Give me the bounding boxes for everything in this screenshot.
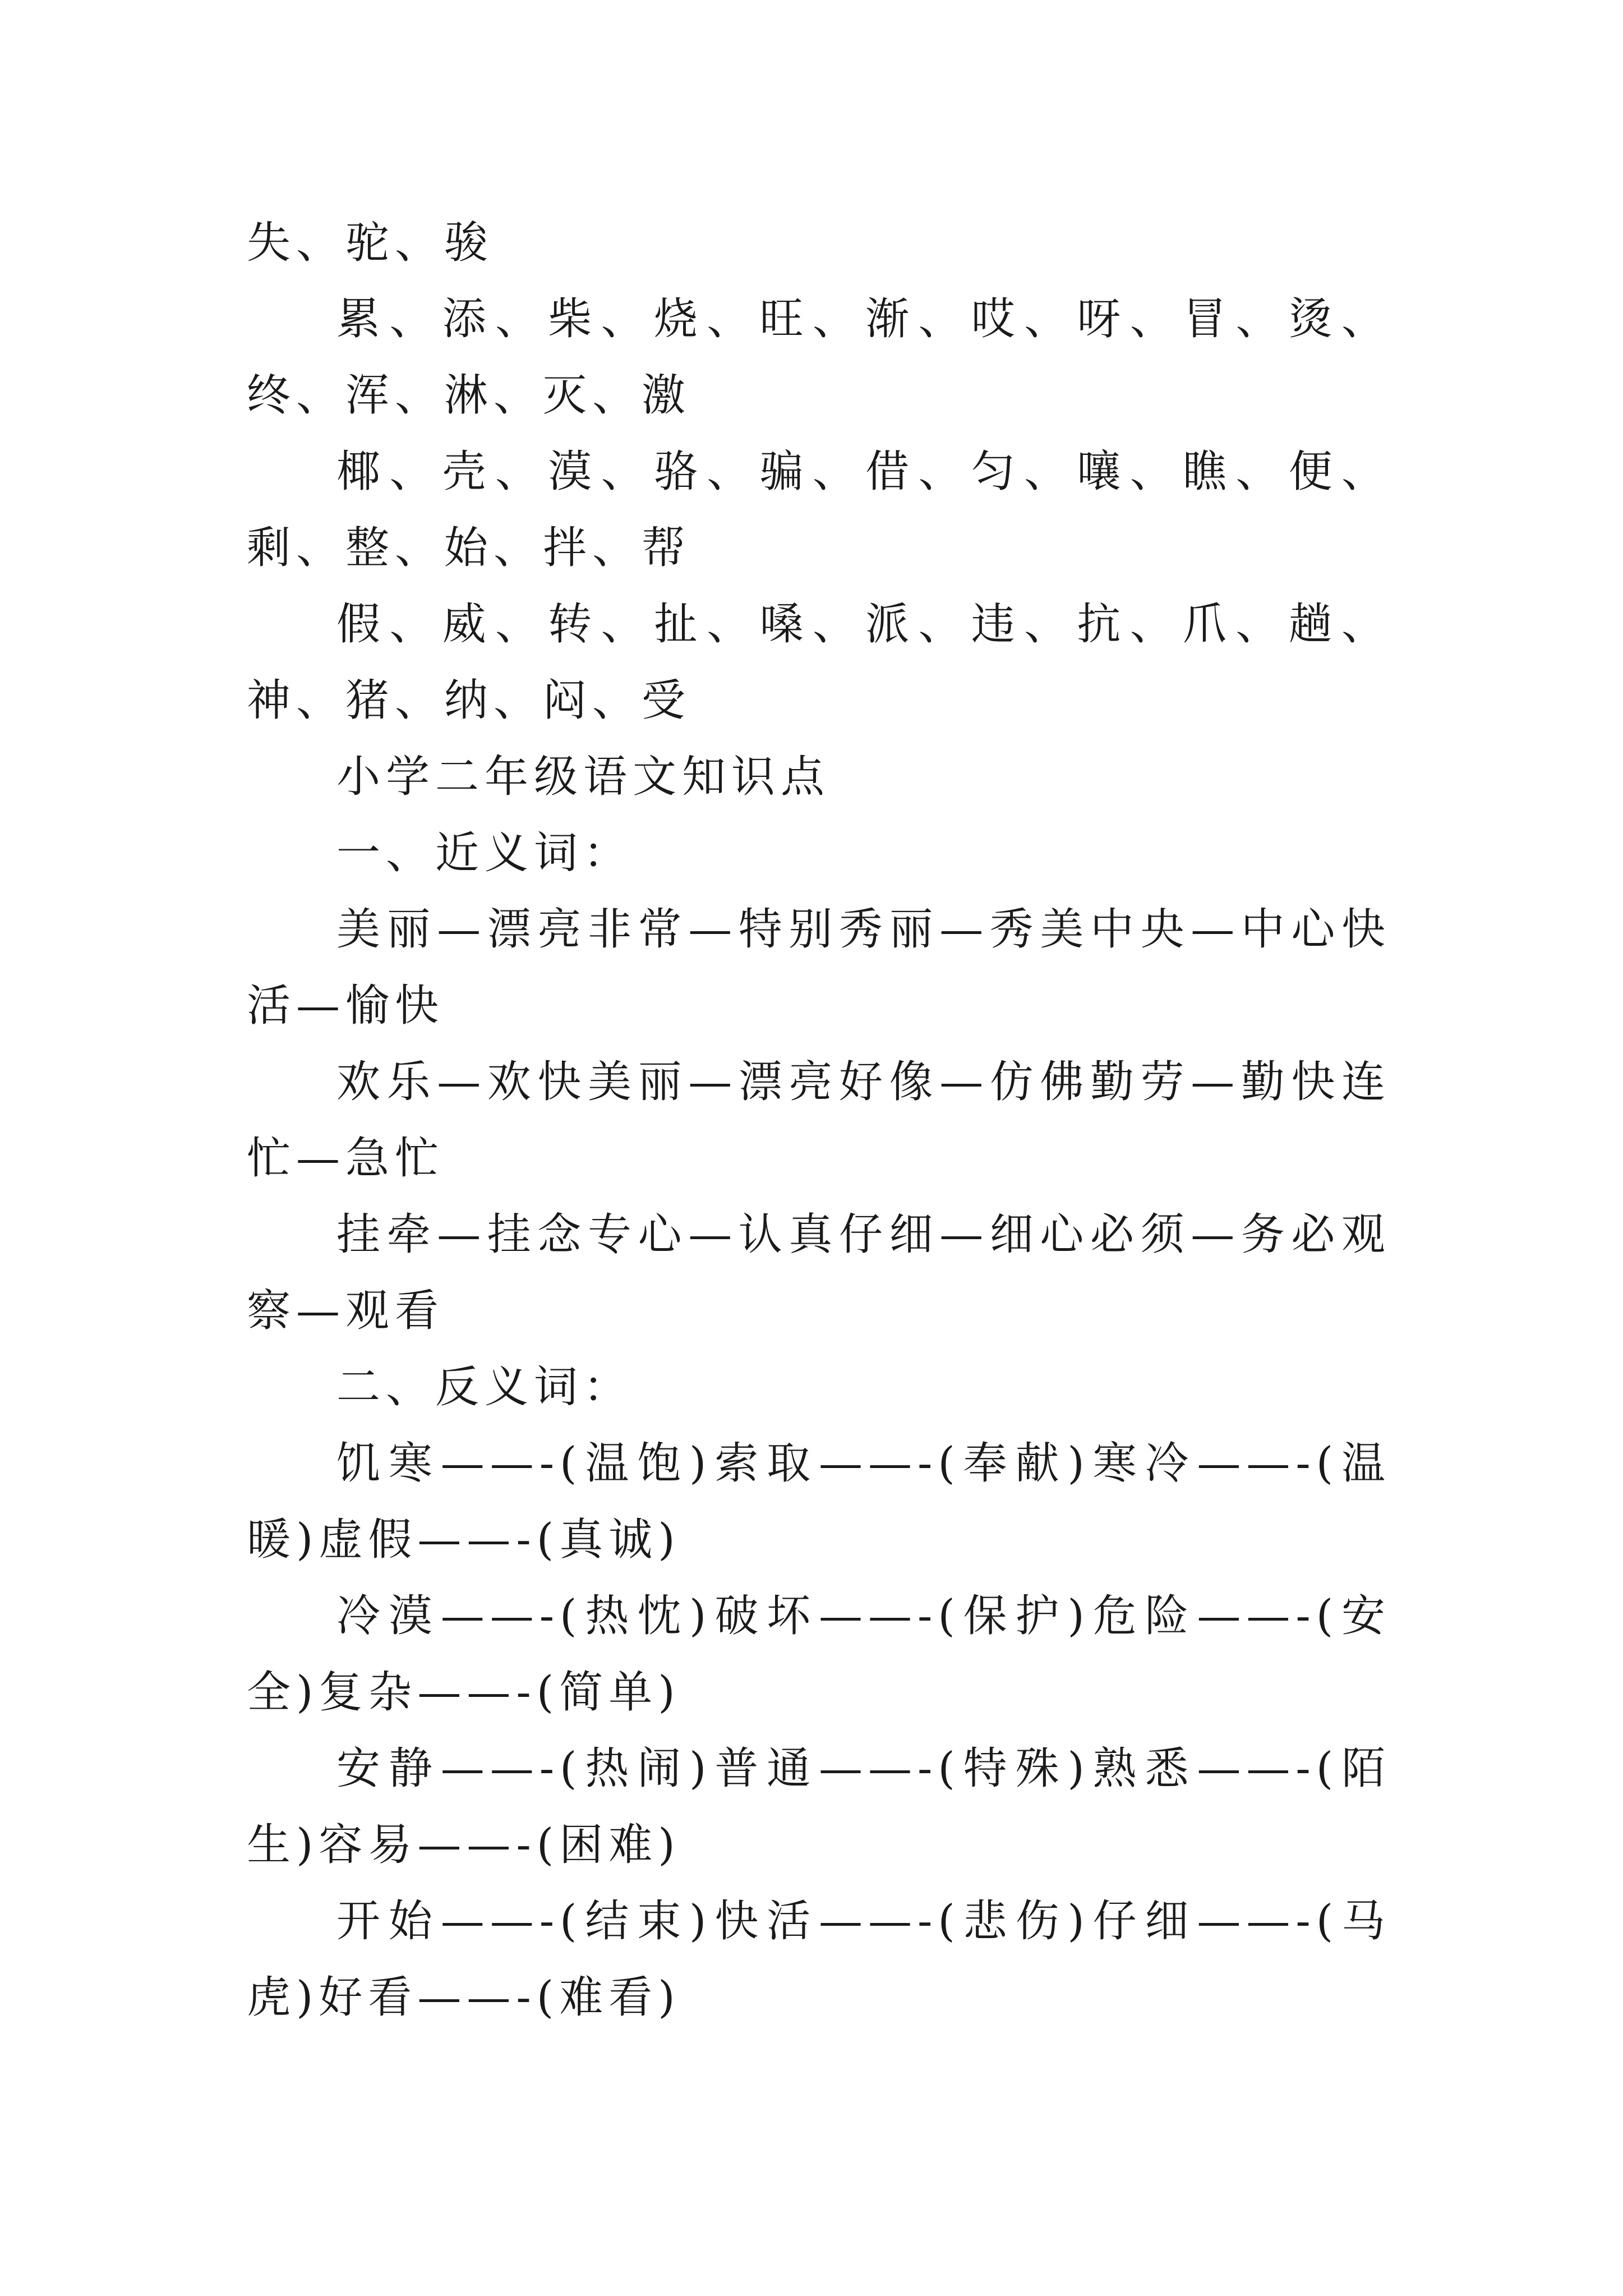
section-title: 小学二年级语文知识点 xyxy=(336,752,831,802)
antonyms-heading: 二、反义词： xyxy=(336,1362,633,1412)
paragraph-char-list: 假、威、转、扯、嗓、派、违、抗、爪、趟、神、猪、纳、闷、受 xyxy=(247,599,1391,726)
antonyms-line: 冷漠——-(热忱)破坏——-(保护)危险——-(安全)复杂——-(简单) xyxy=(247,1591,1391,1718)
document-body xyxy=(247,205,1391,2036)
paragraph-char-list-continued: 失、驼、骏 xyxy=(247,218,494,268)
synonyms-heading: 一、近义词： xyxy=(336,828,633,878)
antonyms-line: 安静——-(热闹)普通——-(特殊)熟悉——-(陌生)容易——-(困难) xyxy=(247,1743,1391,1870)
synonyms-line: 美丽—漂亮非常—特别秀丽—秀美中央—中心快活—愉快 xyxy=(247,904,1391,1031)
synonyms-line: 欢乐—欢快美丽—漂亮好像—仿佛勤劳—勤快连忙—急忙 xyxy=(247,1057,1391,1184)
antonyms-line: 饥寒——-(温饱)索取——-(奉献)寒冷——-(温暖)虚假——-(真诚) xyxy=(247,1438,1391,1565)
paragraph-char-list: 椰、壳、漠、骆、骗、借、匀、嚷、瞧、便、剩、整、始、拌、帮 xyxy=(247,447,1391,573)
synonyms-line: 挂牵—挂念专心—认真仔细—细心必须—务必观察—观看 xyxy=(247,1209,1391,1336)
antonyms-line: 开始——-(结束)快活——-(悲伤)仔细——-(马虎)好看——-(难看) xyxy=(247,1896,1391,2023)
paragraph-char-list: 累、添、柴、烧、旺、渐、哎、呀、冒、烫、终、浑、淋、灭、激 xyxy=(247,294,1391,421)
